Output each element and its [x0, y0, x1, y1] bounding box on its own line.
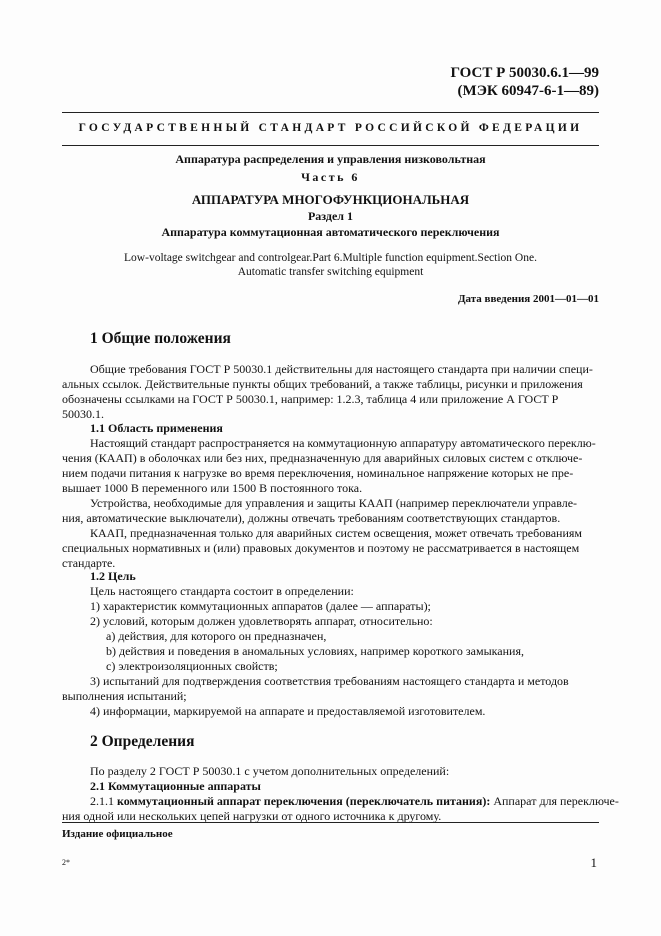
paragraph-line: Устройства, необходимые для управления и защиты КААП (например переключатели управле- [90, 496, 578, 510]
goal-intro: Цель настоящего стандарта состоит в определении: [90, 584, 354, 598]
subsection-2-1-heading: 2.1 Коммутационные аппараты [90, 779, 261, 793]
section-2-intro: По разделу 2 ГОСТ Р 50030.1 с учетом дополнительных определений: [90, 764, 450, 778]
paragraph-line: специальных нормативных и (или) правовых документов и поэтому не рассматривается в настоящем [62, 541, 580, 555]
state-standard-title: ГОСУДАРСТВЕННЫЙ СТАНДАРТ РОССИЙСКОЙ ФЕДЕРАЦИИ [78, 122, 583, 134]
paragraph-line: Общие требования ГОСТ Р 50030.1 действительны для настоящего стандарта при наличии специ- [90, 362, 593, 376]
title-line-1: Аппаратура распределения и управления низковольтная [175, 152, 486, 166]
definition-continuation: ния одной или нескольких цепей нагрузки от одного источника к другому. [62, 809, 442, 823]
list-subitem: c) электроизоляционных свойств; [106, 659, 278, 673]
list-item: 2) условий, которым должен удовлетворять аппарат, относительно: [90, 614, 433, 628]
title-part: Часть 6 [301, 170, 360, 184]
paragraph-line: вышает 1000 В переменного или 1500 В постоянного тока. [62, 481, 363, 495]
signature-mark: 2* [62, 858, 70, 867]
english-title-2: Automatic transfer switching equipment [237, 266, 424, 278]
list-subitem: а) действия, для которого он предназначен, [106, 629, 327, 643]
english-title-1: Low-voltage switchgear and controlgear.Part 6.Multiple function equipment.Section One. [124, 252, 537, 264]
title-subtitle: Аппаратура коммутационная автоматического переключения [161, 225, 500, 239]
paragraph-line: альных ссылок. Действительные пункты общих требований, а также таблицы, рисунки и приложения [62, 377, 583, 391]
introduction-date: Дата введения 2001—01—01 [457, 293, 599, 305]
standard-code [450, 64, 599, 100]
list-item: 3) испытаний для подтверждения соответствия требованиям настоящего стандарта и методов [90, 674, 569, 688]
standard-code-iec: (МЭК 60947-6-1—89) [457, 83, 599, 99]
paragraph-line: стандарте. [62, 556, 116, 570]
list-item: 1) характеристик коммутационных аппаратов (далее — аппараты); [90, 599, 431, 613]
paragraph-line: нием подачи питания к нагрузке во время переключения, номинальное напряжение которых не пре- [62, 466, 574, 480]
paragraph-line: КААП, предназначенная только для аварийных систем освещения, может отвечать требованиям [90, 526, 583, 540]
subsection-1-1-heading: 1.1 Область применения [90, 421, 223, 435]
list-item-continuation: выполнения испытаний; [62, 689, 187, 703]
paragraph-line: Настоящий стандарт распространяется на коммутационную аппаратуру автоматического переклю- [90, 436, 596, 450]
paragraph-line: ния, автоматические выключатели), должны отвечать требованиям соответствующих стандартов. [62, 511, 561, 525]
paragraph-line: чения (КААП) в оболочках или без них, предназначенную для аварийных силовых систем с отключе- [62, 451, 583, 465]
paragraph-line: обозначены ссылками на ГОСТ Р 50030.1, например: 1.2.3, таблица 4 или приложение А ГОСТ Р [62, 392, 559, 406]
page-number: 1 [590, 855, 597, 870]
paragraph-line: 50030.1. [62, 407, 104, 421]
title-section: Раздел 1 [307, 209, 354, 223]
section-1-heading: 1 Общие положения [90, 330, 231, 347]
standard-code-gost: ГОСТ Р 50030.6.1—99 [450, 65, 599, 81]
section-2-heading: 2 Определения [90, 733, 195, 750]
top-divider [62, 112, 599, 113]
definition-line [90, 794, 619, 809]
definition-term: коммутационный аппарат переключения (переключатель питания): [117, 794, 491, 808]
definition-number: 2.1.1 [90, 794, 117, 808]
list-subitem: b) действия и поведения в аномальных условиях, например короткого замыкания, [106, 644, 524, 658]
subsection-1-2-heading: 1.2 Цель [90, 569, 136, 583]
title-main: АППАРАТУРА МНОГОФУНКЦИОНАЛЬНАЯ [191, 192, 470, 207]
footer-divider [62, 822, 599, 823]
header-divider [62, 145, 599, 146]
list-item: 4) информации, маркируемой на аппарате и предоставляемой изготовителем. [90, 704, 486, 718]
edition-label: Издание официальное [62, 828, 173, 840]
definition-text: Аппарат для переключе- [490, 794, 619, 808]
